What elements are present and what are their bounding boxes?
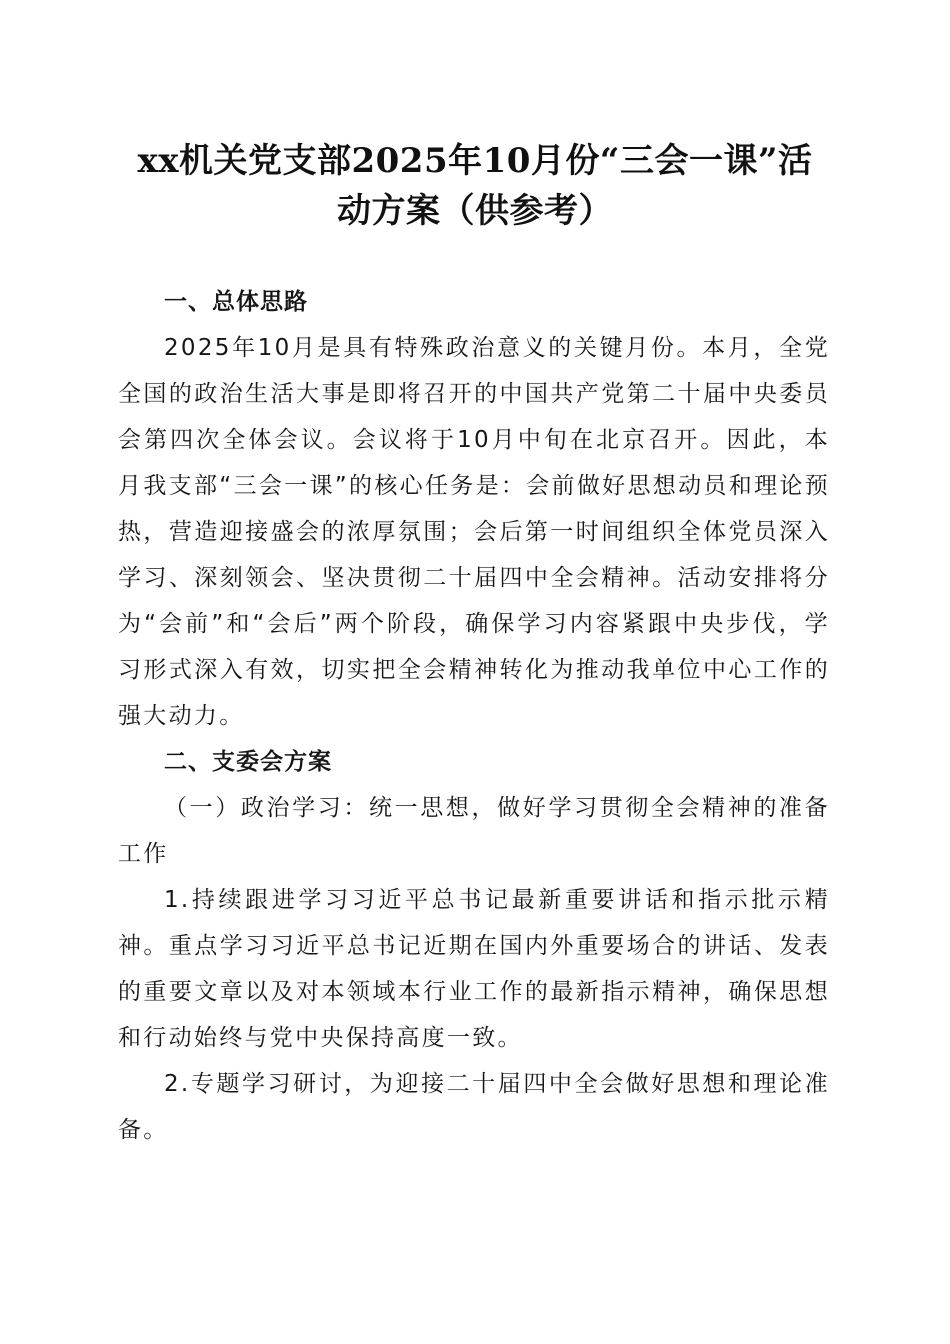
subsection-political-study: （一）政治学习：统一思想，做好学习贯彻全会精神的准备工作 [118, 795, 830, 867]
section-heading-branch-committee: 二、支委会方案 [164, 749, 332, 775]
document-title [110, 136, 840, 236]
section-paragraph-overall-approach: 2025年10月是具有特殊政治意义的关键月份。本月，全党全国的政治生活大事是即将召开的中国共产党第二十届中央委员会第四次全体会议。会议将于10月中旬在北京召开。因此，本月我支部“三会一课”的核心任务是：会前做好思想动员和理论预热，营造迎接盛会的浓厚氛围；会后第一时间组织全体党员深入学习、深刻领会、坚决贯彻二十届四中全会精神。活动安排将分为“会前”和“会后”两个阶段，确保学习内容紧跟中央步伐，学习形式深入有效，切实把全会精神转化为推动我单位中心工作的强大动力。 [118, 335, 830, 729]
list-item-2: 2.专题学习研讨，为迎接二十届四中全会做好思想和理论准备。 [118, 1071, 830, 1143]
document-body [118, 279, 830, 1153]
title-line-1: xx机关党支部2025年10月份“三会一课”活 [137, 141, 813, 181]
section-heading-overall-approach: 一、总体思路 [164, 289, 308, 315]
list-item-1: 1.持续跟进学习习近平总书记最新重要讲话和指示批示精神。重点学习习近平总书记近期在国内外重要场合的讲话、发表的重要文章以及对本领域本行业工作的最新指示精神，确保思想和行动始终与党中央保持高度一致。 [118, 887, 830, 1051]
title-line-2: 动方案（供参考） [337, 191, 613, 231]
